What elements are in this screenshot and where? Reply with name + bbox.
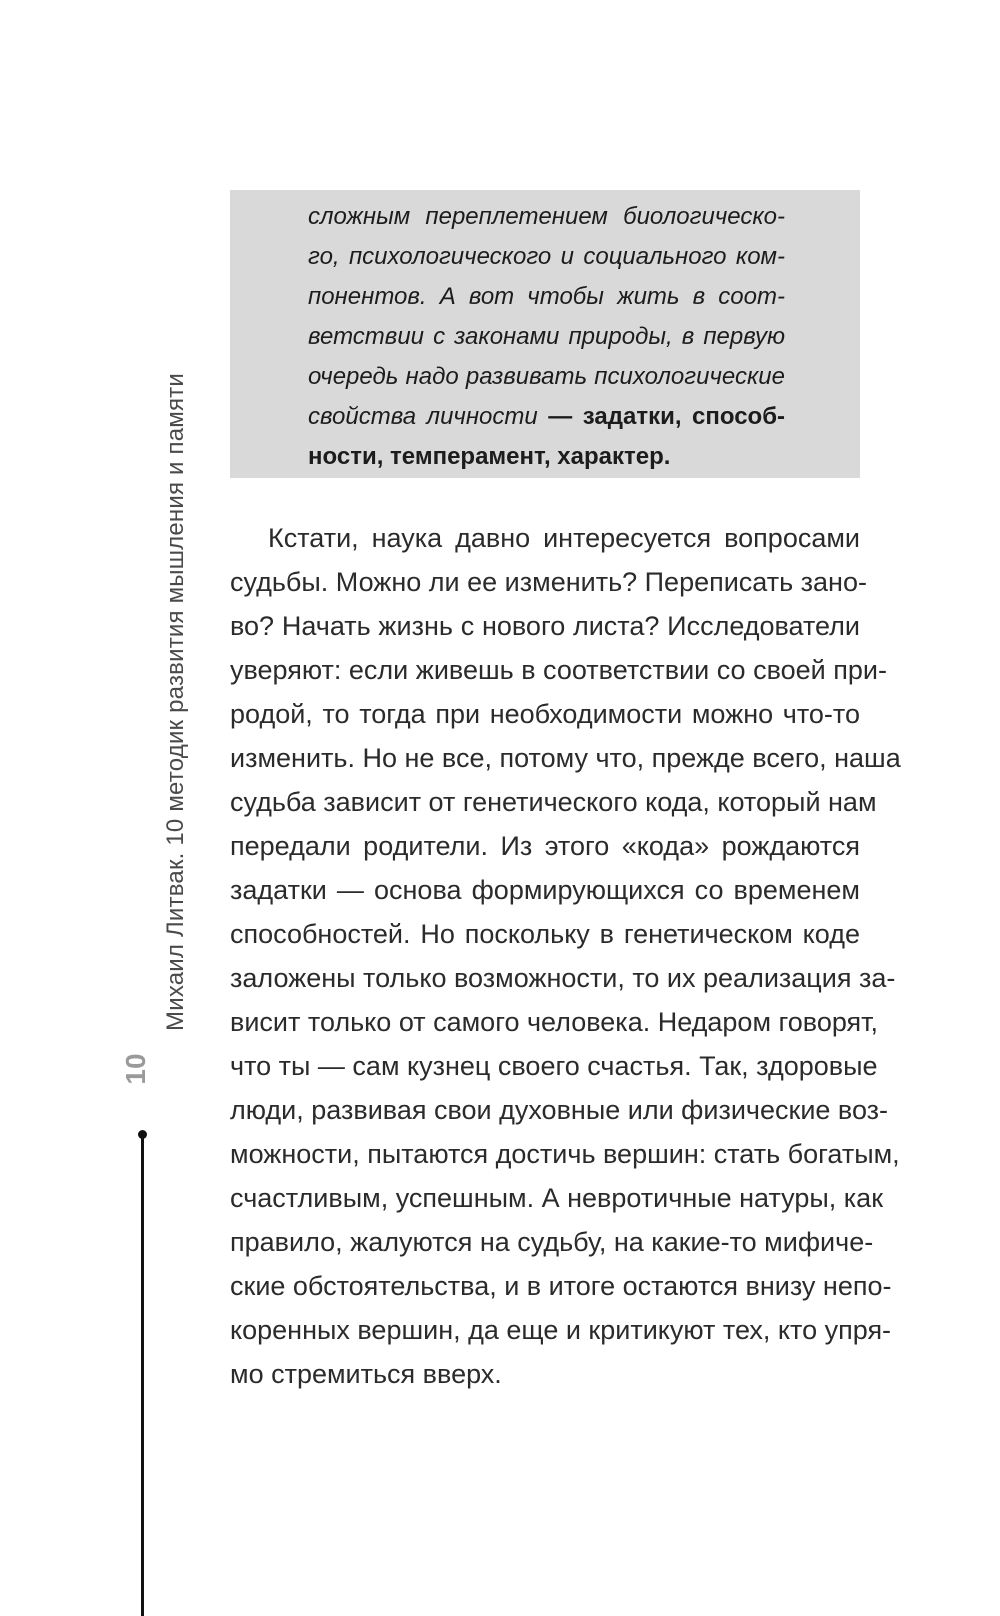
callout-line: ветствии с законами природы, в первую xyxy=(308,323,785,350)
body-line: коренных вершин, да еще и критикуют тех, кто упря- xyxy=(230,1315,892,1345)
body-line: что ты — сам кузнец своего счастья. Так, здоровые xyxy=(230,1051,878,1081)
body-line: ские обстоятельства, и в итоге остаются внизу непо- xyxy=(230,1271,892,1301)
body-line: родой, то тогда при необходимости можно что-то xyxy=(230,699,860,729)
body-line: счастливым, успешным. А невротичные натуры, как xyxy=(230,1183,884,1213)
callout-bold-fragment: ности, темперамент, характер. xyxy=(308,443,671,470)
body-line: изменить. Но не все, потому что, прежде всего, наша xyxy=(230,743,901,773)
callout-line: го, психологического и социального ком- xyxy=(308,243,785,270)
body-line: можности, пытаются достичь вершин: стать богатым, xyxy=(230,1139,900,1169)
body-line: Кстати, наука давно интересуется вопросами xyxy=(268,523,860,553)
body-line: судьба зависит от генетического кода, который нам xyxy=(230,787,877,817)
body-line: заложены только возможности, то их реализация за- xyxy=(230,963,896,993)
body-line: передали родители. Из этого «кода» рождаются xyxy=(230,831,860,861)
callout-text xyxy=(308,197,785,477)
body-line: люди, развивая свои духовные или физические воз- xyxy=(230,1095,889,1125)
page-number: 10 xyxy=(120,1053,151,1085)
body-line: способностей. Но поскольку в генетическом коде xyxy=(230,919,860,949)
body-line: правило, жалуются на судьбу, на какие-то мифиче- xyxy=(230,1227,874,1257)
callout-italic-fragment: свойства личности xyxy=(308,403,538,430)
body-line: судьбы. Можно ли ее изменить? Переписать зано- xyxy=(230,567,867,597)
body-line: висит только от самого человека. Недаром говорят, xyxy=(230,1007,879,1037)
callout-line: очередь надо развивать психологические xyxy=(308,363,785,390)
running-head: Михаил Литвак. 10 методик развития мышления и памяти xyxy=(162,373,189,1031)
margin-rule-line xyxy=(141,1136,144,1616)
callout-line-bold xyxy=(308,437,785,477)
callout-line: понентов. А вот чтобы жить в соот- xyxy=(308,283,785,310)
body-line: во? Начать жизнь с нового листа? Исследователи xyxy=(230,611,860,641)
body-paragraph xyxy=(230,516,901,1396)
callout-box xyxy=(230,190,860,478)
callout-line: сложным переплетением биологическо- xyxy=(308,203,785,230)
callout-bold-fragment: — задатки, способ- xyxy=(548,403,786,430)
callout-line-mixed xyxy=(308,397,785,437)
body-line: уверяют: если живешь в соответствии со своей при- xyxy=(230,655,887,685)
body-line: задатки — основа формирующихся со временем xyxy=(230,875,860,905)
body-line: мо стремиться вверх. xyxy=(230,1359,502,1389)
